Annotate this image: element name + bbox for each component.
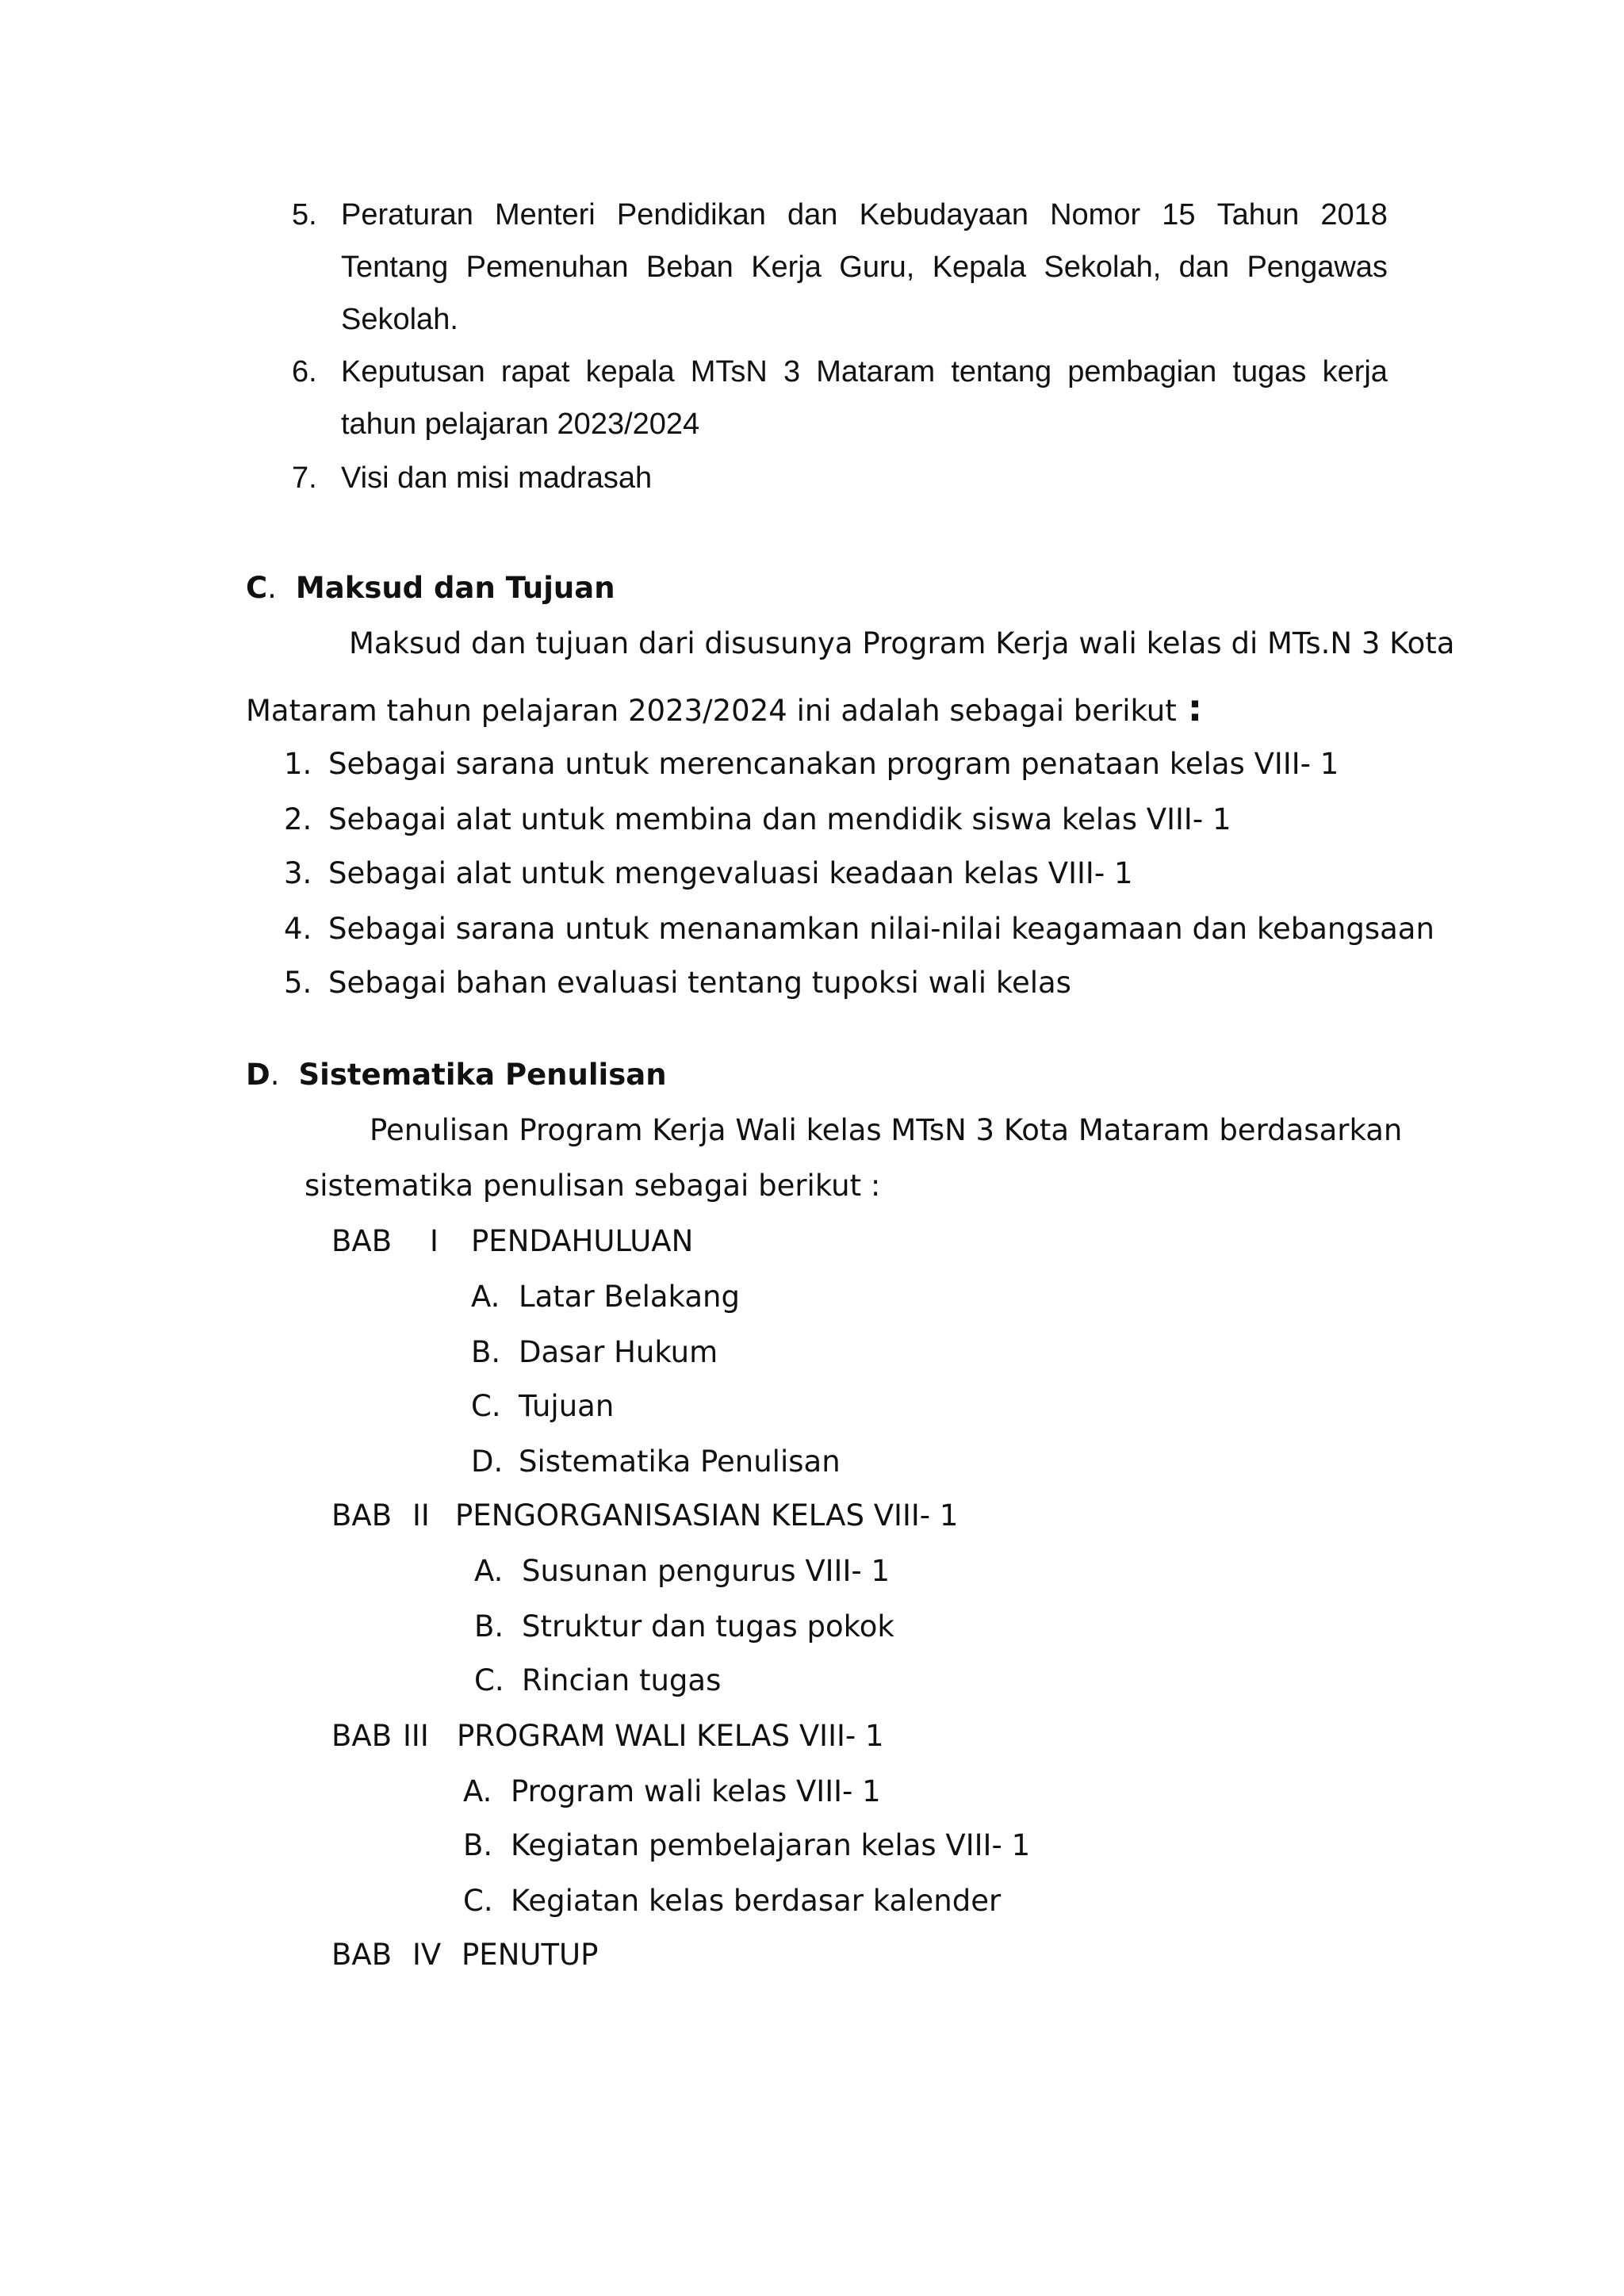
list-item: Sebagai sarana untuk merencanakan program penataan kelas VIII- 1 bbox=[328, 747, 1339, 781]
section-d-intro-line1: Penulisan Program Kerja Wali kelas MTsN 3 Kota Mataram berdasarkan bbox=[370, 1113, 1403, 1147]
word: dan bbox=[1178, 251, 1230, 284]
word: Tentang bbox=[341, 251, 449, 284]
section-title: Maksud dan Tujuan bbox=[295, 571, 615, 605]
word: Mataram bbox=[816, 355, 936, 388]
intro-text: Mataram tahun pelajaran 2023/2024 ini adalah sebagai berikut bbox=[246, 694, 1177, 728]
sub-letter: A. bbox=[463, 1774, 492, 1808]
list-item-line: tahun pelajaran 2023/2024 bbox=[341, 408, 700, 441]
sub-item: Dasar Hukum bbox=[519, 1335, 718, 1369]
section-title: Sistematika Penulisan bbox=[298, 1058, 667, 1092]
sub-item: Susunan pengurus VIII- 1 bbox=[522, 1554, 891, 1588]
sub-item: Program wali kelas VIII- 1 bbox=[511, 1774, 881, 1808]
word: tentang bbox=[951, 355, 1052, 388]
word: Keputusan bbox=[341, 355, 485, 388]
word: tugas bbox=[1232, 355, 1307, 388]
word: kepala bbox=[585, 355, 675, 388]
chapter-title: PENGORGANISASIAN KELAS VIII- 1 bbox=[455, 1498, 959, 1533]
word: Menteri bbox=[495, 198, 596, 232]
list-item-line bbox=[341, 355, 1388, 393]
word: Guru, bbox=[839, 251, 915, 284]
word: Kebudayaan bbox=[859, 198, 1028, 232]
section-letter: D bbox=[246, 1058, 270, 1092]
list-item-line bbox=[341, 198, 1388, 236]
chapter-label: BAB bbox=[331, 1224, 393, 1258]
word: Nomor bbox=[1050, 198, 1141, 232]
word: kerja bbox=[1322, 355, 1388, 388]
list-number: 5. bbox=[292, 198, 317, 232]
intro-colon: : bbox=[1187, 687, 1203, 729]
sub-item: Kegiatan kelas berdasar kalender bbox=[511, 1884, 1002, 1918]
chapter-label: BAB bbox=[331, 1719, 393, 1753]
sub-letter: B. bbox=[474, 1609, 504, 1644]
list-item: Sebagai alat untuk membina dan mendidik siswa kelas VIII- 1 bbox=[328, 802, 1231, 836]
sub-item: Sistematika Penulisan bbox=[519, 1445, 841, 1479]
list-item-line: Sekolah. bbox=[341, 303, 458, 336]
word: Kepala bbox=[932, 251, 1027, 284]
word: MTsN bbox=[690, 355, 768, 388]
list-item-line: Visi dan misi madrasah bbox=[341, 461, 653, 495]
list-number: 1. bbox=[284, 747, 312, 781]
sub-letter: B. bbox=[471, 1335, 501, 1369]
sub-item: Rincian tugas bbox=[522, 1663, 722, 1697]
list-item-line bbox=[341, 251, 1388, 289]
chapter-title: PENUTUP bbox=[462, 1938, 599, 1972]
section-c-heading: C. Maksud dan Tujuan bbox=[246, 571, 615, 605]
section-d-intro-line2: sistematika penulisan sebagai berikut : bbox=[304, 1169, 881, 1203]
list-number: 6. bbox=[292, 355, 317, 388]
list-item: Sebagai alat untuk mengevaluasi keadaan kelas VIII- 1 bbox=[328, 856, 1133, 890]
sub-letter: D. bbox=[471, 1445, 504, 1479]
sub-item: Tujuan bbox=[519, 1389, 615, 1423]
word: Kerja bbox=[751, 251, 822, 284]
chapter-label: BAB bbox=[331, 1938, 393, 1972]
section-c-intro-line1: Maksud dan tujuan dari disusunya Program Kerja wali kelas di MTs.N 3 Kota bbox=[349, 626, 1455, 660]
chapter-numeral: III bbox=[403, 1719, 429, 1753]
sub-item: Latar Belakang bbox=[519, 1280, 740, 1314]
section-d-heading: D. Sistematika Penulisan bbox=[246, 1058, 667, 1092]
sub-letter: B. bbox=[463, 1828, 493, 1862]
list-number: 2. bbox=[284, 802, 312, 836]
chapter-label: BAB bbox=[331, 1498, 393, 1533]
list-item: Sebagai sarana untuk menanamkan nilai-nilai keagamaan dan kebangsaan bbox=[328, 912, 1434, 946]
sub-item: Kegiatan pembelajaran kelas VIII- 1 bbox=[511, 1828, 1031, 1862]
section-c-intro-line2 bbox=[246, 687, 1202, 729]
sub-letter: A. bbox=[471, 1280, 500, 1314]
chapter-title: PROGRAM WALI KELAS VIII- 1 bbox=[457, 1719, 884, 1753]
chapter-title: PENDAHULUAN bbox=[471, 1224, 694, 1258]
chapter-numeral: IV bbox=[412, 1938, 442, 1972]
word: Pemenuhan bbox=[465, 251, 629, 284]
word: Pengawas bbox=[1247, 251, 1388, 284]
word: rapat bbox=[500, 355, 570, 388]
word: Peraturan bbox=[341, 198, 473, 232]
word: Beban bbox=[645, 251, 733, 284]
word: Tahun bbox=[1216, 198, 1300, 232]
list-item: Sebagai bahan evaluasi tentang tupoksi wali kelas bbox=[328, 966, 1071, 1000]
section-letter: C bbox=[246, 571, 268, 605]
sub-letter: C. bbox=[463, 1884, 493, 1918]
sub-letter: C. bbox=[471, 1389, 501, 1423]
list-number: 5. bbox=[284, 966, 312, 1000]
word: dan bbox=[787, 198, 838, 232]
sub-letter: A. bbox=[474, 1554, 504, 1588]
chapter-numeral: II bbox=[412, 1498, 430, 1533]
word: 3 bbox=[783, 355, 801, 388]
word: Pendidikan bbox=[616, 198, 766, 232]
sub-letter: C. bbox=[474, 1663, 504, 1697]
word: Sekolah, bbox=[1044, 251, 1162, 284]
list-number: 4. bbox=[284, 912, 312, 946]
list-number: 7. bbox=[292, 461, 317, 495]
chapter-numeral: I bbox=[430, 1224, 439, 1258]
word: 15 bbox=[1162, 198, 1196, 232]
list-number: 3. bbox=[284, 856, 312, 890]
word: pembagian bbox=[1067, 355, 1217, 388]
word: 2018 bbox=[1320, 198, 1388, 232]
sub-item: Struktur dan tugas pokok bbox=[522, 1609, 894, 1644]
